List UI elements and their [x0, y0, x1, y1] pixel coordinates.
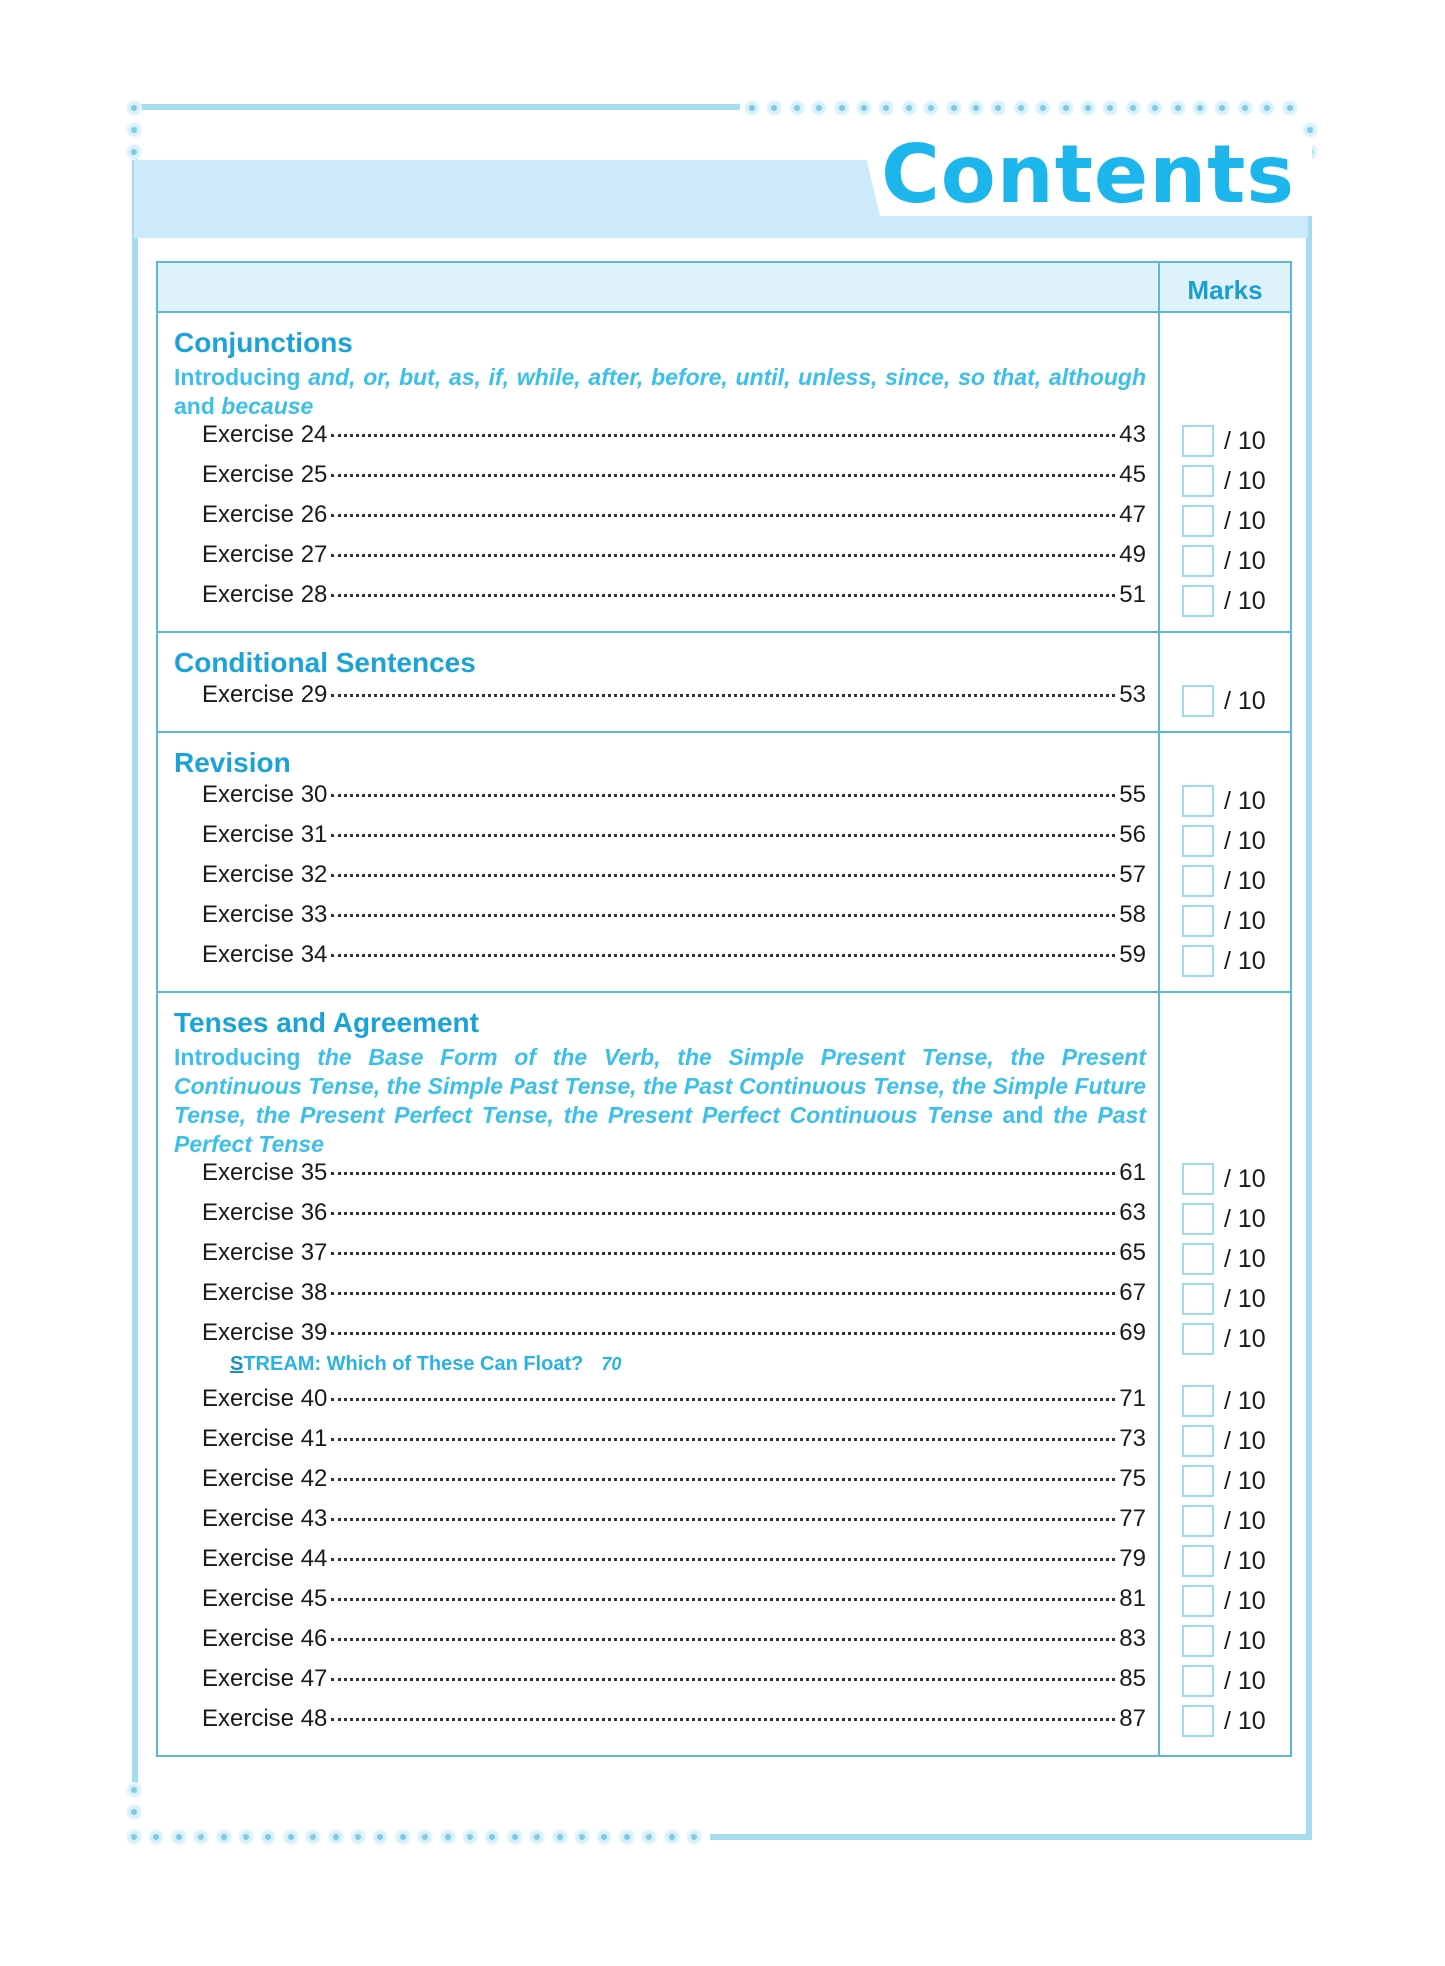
frame-dot [813, 102, 825, 114]
stream-title: TREAM: Which of These Can Float? [243, 1353, 584, 1375]
marks-entry [1160, 681, 1290, 721]
exercise-entry[interactable] [174, 1159, 1146, 1199]
page-number: 73 [1119, 1425, 1146, 1452]
section-intro [174, 363, 1146, 421]
frame-dot [554, 1831, 566, 1843]
marks-entry [1160, 501, 1290, 541]
marks-entry [1160, 1581, 1290, 1621]
score-box[interactable] [1182, 1385, 1214, 1417]
page-number: 69 [1119, 1319, 1146, 1346]
score-box[interactable] [1182, 825, 1214, 857]
score-box[interactable] [1182, 1545, 1214, 1577]
score-out-of: / 10 [1224, 546, 1266, 575]
page-number: 58 [1119, 901, 1146, 928]
frame-dot [880, 102, 892, 114]
dot-leader [331, 1292, 1115, 1295]
score-box[interactable] [1182, 505, 1214, 537]
exercise-label: Exercise 48 [202, 1705, 328, 1732]
dot-leader [331, 434, 1115, 437]
dot-leader [331, 694, 1115, 697]
exercise-entry[interactable] [174, 501, 1146, 541]
marks-spacer [1160, 1005, 1290, 1159]
score-out-of: / 10 [1224, 1666, 1266, 1695]
dot-leader [331, 594, 1115, 597]
frame-dot [1082, 102, 1094, 114]
section-revision [158, 733, 1290, 993]
frame-dot [621, 1831, 633, 1843]
dot-leader [331, 954, 1115, 957]
exercise-label: Exercise 28 [202, 581, 328, 608]
exercise-label: Exercise 41 [202, 1425, 328, 1452]
exercise-label: Exercise 29 [202, 681, 328, 708]
frame-dot [1104, 102, 1116, 114]
score-out-of: / 10 [1224, 1164, 1266, 1193]
dot-leader [331, 514, 1115, 517]
marks-entry [1160, 1461, 1290, 1501]
dot-leader [331, 1638, 1115, 1641]
page-number: 56 [1119, 821, 1146, 848]
score-out-of: / 10 [1224, 866, 1266, 895]
exercise-label: Exercise 44 [202, 1545, 328, 1572]
frame-dot [1060, 102, 1072, 114]
exercise-label: Exercise 45 [202, 1585, 328, 1612]
score-box[interactable] [1182, 1243, 1214, 1275]
score-box[interactable] [1182, 1163, 1214, 1195]
exercise-entry[interactable] [174, 1279, 1146, 1319]
page-number: 85 [1119, 1665, 1146, 1692]
exercise-label: Exercise 46 [202, 1625, 328, 1652]
header-blank-cell [158, 263, 1160, 311]
marks-entry [1160, 941, 1290, 981]
frame-dot [576, 1831, 588, 1843]
section-marks [1160, 733, 1290, 991]
frame-dot [285, 1831, 297, 1843]
frame-dot [150, 1831, 162, 1843]
frame-dot [836, 102, 848, 114]
score-out-of: / 10 [1224, 1426, 1266, 1455]
section-tenses-and-agreement [158, 993, 1290, 1755]
marks-entry [1160, 1621, 1290, 1661]
page-number: 87 [1119, 1705, 1146, 1732]
score-box[interactable] [1182, 945, 1214, 977]
exercise-label: Exercise 39 [202, 1319, 328, 1346]
score-out-of: / 10 [1224, 946, 1266, 975]
score-box[interactable] [1182, 1323, 1214, 1355]
dot-leader [331, 1398, 1115, 1401]
frame-dot [240, 1831, 252, 1843]
page-number: 75 [1119, 1465, 1146, 1492]
score-out-of: / 10 [1224, 1244, 1266, 1273]
score-box[interactable] [1182, 865, 1214, 897]
dot-leader [331, 1172, 1115, 1175]
page-number: 77 [1119, 1505, 1146, 1532]
exercise-label: Exercise 36 [202, 1199, 328, 1226]
frame-dot [992, 102, 1004, 114]
score-out-of: / 10 [1224, 1506, 1266, 1535]
exercise-label: Exercise 32 [202, 861, 328, 888]
score-box[interactable] [1182, 1283, 1214, 1315]
exercise-entry[interactable] [174, 1239, 1146, 1279]
intro-joiner: and [1002, 1102, 1044, 1128]
dot-leader [331, 1212, 1115, 1215]
frame-dot [128, 124, 140, 136]
contents-table [156, 261, 1292, 1757]
intro-items: the Base Form of the Verb, the Simple Present Tense, the Present Continuous Tense, the Simple Past Tense, the Past Continuous Tense, the Simple Future Tense, the Present Perfect Tense, the Present Perfect Continuous Tense [174, 1044, 1147, 1128]
section-entries [158, 733, 1160, 991]
exercise-label: Exercise 42 [202, 1465, 328, 1492]
page-number: 45 [1119, 461, 1146, 488]
section-title: Tenses and Agreement [174, 1007, 479, 1038]
score-box[interactable] [1182, 1505, 1214, 1537]
frame-dot [970, 102, 982, 114]
dot-leader [331, 1252, 1115, 1255]
section-title: Revision [174, 747, 291, 778]
score-out-of: / 10 [1224, 1386, 1266, 1415]
dot-leader [331, 1598, 1115, 1601]
frame-dot [948, 102, 960, 114]
marks-entry [1160, 541, 1290, 581]
frame-dot [128, 102, 140, 114]
marks-gap [1160, 1359, 1290, 1381]
score-out-of: / 10 [1224, 786, 1266, 815]
score-box[interactable] [1182, 465, 1214, 497]
frame-dot [746, 102, 758, 114]
exercise-entry[interactable] [174, 581, 1146, 621]
sections-container [158, 313, 1290, 1755]
frame-bottom-line [710, 1834, 1312, 1840]
frame-dot [903, 102, 915, 114]
frame-dot [262, 1831, 274, 1843]
frame-top-line [140, 104, 740, 110]
frame-dot [128, 1831, 140, 1843]
frame-dot [128, 1806, 140, 1818]
score-box[interactable] [1182, 1465, 1214, 1497]
exercise-entry[interactable] [174, 1385, 1146, 1425]
section-conditional-sentences [158, 633, 1290, 733]
frame-dot [791, 102, 803, 114]
exercise-label: Exercise 30 [202, 781, 328, 808]
frame-dot [397, 1831, 409, 1843]
intro-items: and, or, but, as, if, while, after, before, until, unless, since, so that, although [308, 364, 1147, 390]
exercise-label: Exercise 31 [202, 821, 328, 848]
frame-dot [768, 102, 780, 114]
exercise-entry[interactable] [174, 1585, 1146, 1625]
page-number: 61 [1119, 1159, 1146, 1186]
intro-last: because [221, 393, 314, 419]
exercise-label: Exercise 35 [202, 1159, 328, 1186]
page-number: 53 [1119, 681, 1146, 708]
page-number: 67 [1119, 1279, 1146, 1306]
exercise-label: Exercise 40 [202, 1385, 328, 1412]
frame-dot [128, 146, 140, 158]
exercise-label: Exercise 43 [202, 1505, 328, 1532]
score-box[interactable] [1182, 585, 1214, 617]
exercise-entry[interactable] [174, 1199, 1146, 1239]
frame-dot [486, 1831, 498, 1843]
marks-entry [1160, 901, 1290, 941]
score-box[interactable] [1182, 905, 1214, 937]
stream-page: 70 [601, 1354, 622, 1374]
marks-spacer [1160, 325, 1290, 421]
score-out-of: / 10 [1224, 686, 1266, 715]
frame-dot [218, 1831, 230, 1843]
section-title: Conditional Sentences [174, 647, 476, 678]
exercise-label: Exercise 34 [202, 941, 328, 968]
intro-prefix: Introducing [174, 364, 301, 390]
marks-entry [1160, 1239, 1290, 1279]
score-out-of: / 10 [1224, 906, 1266, 935]
frame-dot [128, 1784, 140, 1796]
frame-dot [374, 1831, 386, 1843]
dot-leader [331, 914, 1115, 917]
frame-dot [330, 1831, 342, 1843]
score-box[interactable] [1182, 1203, 1214, 1235]
page-number: 79 [1119, 1545, 1146, 1572]
exercise-entry[interactable] [174, 1545, 1146, 1585]
frame-dot [1239, 102, 1251, 114]
exercise-entry[interactable] [174, 781, 1146, 821]
score-box[interactable] [1182, 1585, 1214, 1617]
exercise-label: Exercise 33 [202, 901, 328, 928]
section-entries [158, 313, 1160, 631]
marks-entry [1160, 821, 1290, 861]
frame-dot [1037, 102, 1049, 114]
section-marks [1160, 993, 1290, 1755]
score-out-of: / 10 [1224, 466, 1266, 495]
score-out-of: / 10 [1224, 1706, 1266, 1735]
exercise-entry[interactable] [174, 1505, 1146, 1545]
score-box[interactable] [1182, 785, 1214, 817]
score-out-of: / 10 [1224, 426, 1266, 455]
dot-leader [331, 1678, 1115, 1681]
score-out-of: / 10 [1224, 586, 1266, 615]
marks-entry [1160, 1701, 1290, 1741]
exercise-label: Exercise 26 [202, 501, 328, 528]
marks-entry [1160, 461, 1290, 501]
score-out-of: / 10 [1224, 1204, 1266, 1233]
section-intro [174, 1043, 1146, 1159]
frame-left-line [132, 150, 138, 1790]
page-number: 63 [1119, 1199, 1146, 1226]
section-title: Conjunctions [174, 327, 353, 358]
page-number: 59 [1119, 941, 1146, 968]
section-marks [1160, 313, 1290, 631]
frame-right-line [1306, 160, 1312, 1840]
exercise-label: Exercise 25 [202, 461, 328, 488]
exercise-entry[interactable] [174, 1425, 1146, 1465]
marks-entry [1160, 421, 1290, 461]
marks-spacer [1160, 745, 1290, 781]
frame-dot [688, 1831, 700, 1843]
section-entries [158, 993, 1160, 1755]
frame-dot [195, 1831, 207, 1843]
score-out-of: / 10 [1224, 506, 1266, 535]
marks-entry [1160, 1381, 1290, 1421]
section-marks [1160, 633, 1290, 731]
frame-dot [1015, 102, 1027, 114]
exercise-entry[interactable] [174, 1705, 1146, 1745]
frame-dot [643, 1831, 655, 1843]
marks-entry [1160, 581, 1290, 621]
exercise-entry[interactable] [174, 541, 1146, 581]
page-number: 71 [1119, 1385, 1146, 1412]
page-number: 49 [1119, 541, 1146, 568]
exercise-entry[interactable] [174, 1625, 1146, 1665]
exercise-label: Exercise 38 [202, 1279, 328, 1306]
score-out-of: / 10 [1224, 1324, 1266, 1353]
frame-dot [1194, 102, 1206, 114]
score-out-of: / 10 [1224, 1626, 1266, 1655]
exercise-label: Exercise 27 [202, 541, 328, 568]
score-out-of: / 10 [1224, 1284, 1266, 1313]
frame-dot [1284, 102, 1296, 114]
frame-dot [509, 1831, 521, 1843]
page-number: 43 [1119, 421, 1146, 448]
page-number: 81 [1119, 1585, 1146, 1612]
score-box[interactable] [1182, 1625, 1214, 1657]
exercise-entry[interactable] [174, 861, 1146, 901]
marks-entry [1160, 1199, 1290, 1239]
table-header [158, 263, 1290, 313]
stream-first-letter: S [230, 1353, 244, 1375]
exercise-entry[interactable] [174, 941, 1146, 981]
exercise-entry[interactable] [174, 1465, 1146, 1505]
score-box[interactable] [1182, 685, 1214, 717]
page-number: 57 [1119, 861, 1146, 888]
exercise-label: Exercise 24 [202, 421, 328, 448]
marks-entry [1160, 1421, 1290, 1461]
score-box[interactable] [1182, 545, 1214, 577]
dot-leader [331, 1518, 1115, 1521]
frame-dot [598, 1831, 610, 1843]
marks-entry [1160, 861, 1290, 901]
dot-leader [331, 834, 1115, 837]
dot-leader [331, 1438, 1115, 1441]
frame-dot [1172, 102, 1184, 114]
stream-activity[interactable] [174, 1353, 1146, 1379]
dot-leader [331, 1478, 1115, 1481]
score-out-of: / 10 [1224, 1466, 1266, 1495]
frame-dot [925, 102, 937, 114]
dot-leader [331, 474, 1115, 477]
exercise-entry[interactable] [174, 681, 1146, 721]
score-out-of: / 10 [1224, 826, 1266, 855]
frame-dot [1261, 102, 1273, 114]
frame-dot [419, 1831, 431, 1843]
exercise-entry[interactable] [174, 461, 1146, 501]
frame-dot [464, 1831, 476, 1843]
dot-leader [331, 1718, 1115, 1721]
section-entries [158, 633, 1160, 731]
frame-dot [1149, 102, 1161, 114]
score-box[interactable] [1182, 425, 1214, 457]
score-out-of: / 10 [1224, 1546, 1266, 1575]
marks-entry [1160, 1501, 1290, 1541]
frame-dot [1127, 102, 1139, 114]
marks-entry [1160, 1159, 1290, 1199]
score-box[interactable] [1182, 1665, 1214, 1697]
marks-entry [1160, 1541, 1290, 1581]
frame-dot [442, 1831, 454, 1843]
marks-entry [1160, 781, 1290, 821]
frame-dot [1216, 102, 1228, 114]
dot-leader [331, 874, 1115, 877]
marks-entry [1160, 1279, 1290, 1319]
score-box[interactable] [1182, 1705, 1214, 1737]
frame-dot [307, 1831, 319, 1843]
exercise-entry[interactable] [174, 421, 1146, 461]
frame-dot [173, 1831, 185, 1843]
intro-last: the Past Perfect Tense [174, 1102, 1146, 1157]
marks-spacer [1160, 645, 1290, 681]
frame-dot [666, 1831, 678, 1843]
dot-leader [331, 794, 1115, 797]
page-title: Contents [881, 128, 1295, 221]
exercise-entry[interactable] [174, 901, 1146, 941]
dot-leader [331, 1332, 1115, 1335]
marks-entry [1160, 1319, 1290, 1359]
exercise-entry[interactable] [174, 1665, 1146, 1705]
exercise-entry[interactable] [174, 821, 1146, 861]
frame-dot [1304, 124, 1316, 136]
page-number: 83 [1119, 1625, 1146, 1652]
intro-joiner: and [174, 393, 215, 419]
marks-entry [1160, 1661, 1290, 1701]
exercise-label: Exercise 47 [202, 1665, 328, 1692]
dot-leader [331, 1558, 1115, 1561]
score-box[interactable] [1182, 1425, 1214, 1457]
section-conjunctions [158, 313, 1290, 633]
page-number: 47 [1119, 501, 1146, 528]
page-number: 51 [1119, 581, 1146, 608]
page-number: 65 [1119, 1239, 1146, 1266]
frame-dot [858, 102, 870, 114]
dot-leader [331, 554, 1115, 557]
frame-dot [531, 1831, 543, 1843]
exercise-label: Exercise 37 [202, 1239, 328, 1266]
marks-header: Marks [1187, 274, 1263, 305]
page-number: 55 [1119, 781, 1146, 808]
frame-dot [352, 1831, 364, 1843]
score-out-of: / 10 [1224, 1586, 1266, 1615]
intro-prefix: Introducing [174, 1044, 301, 1070]
